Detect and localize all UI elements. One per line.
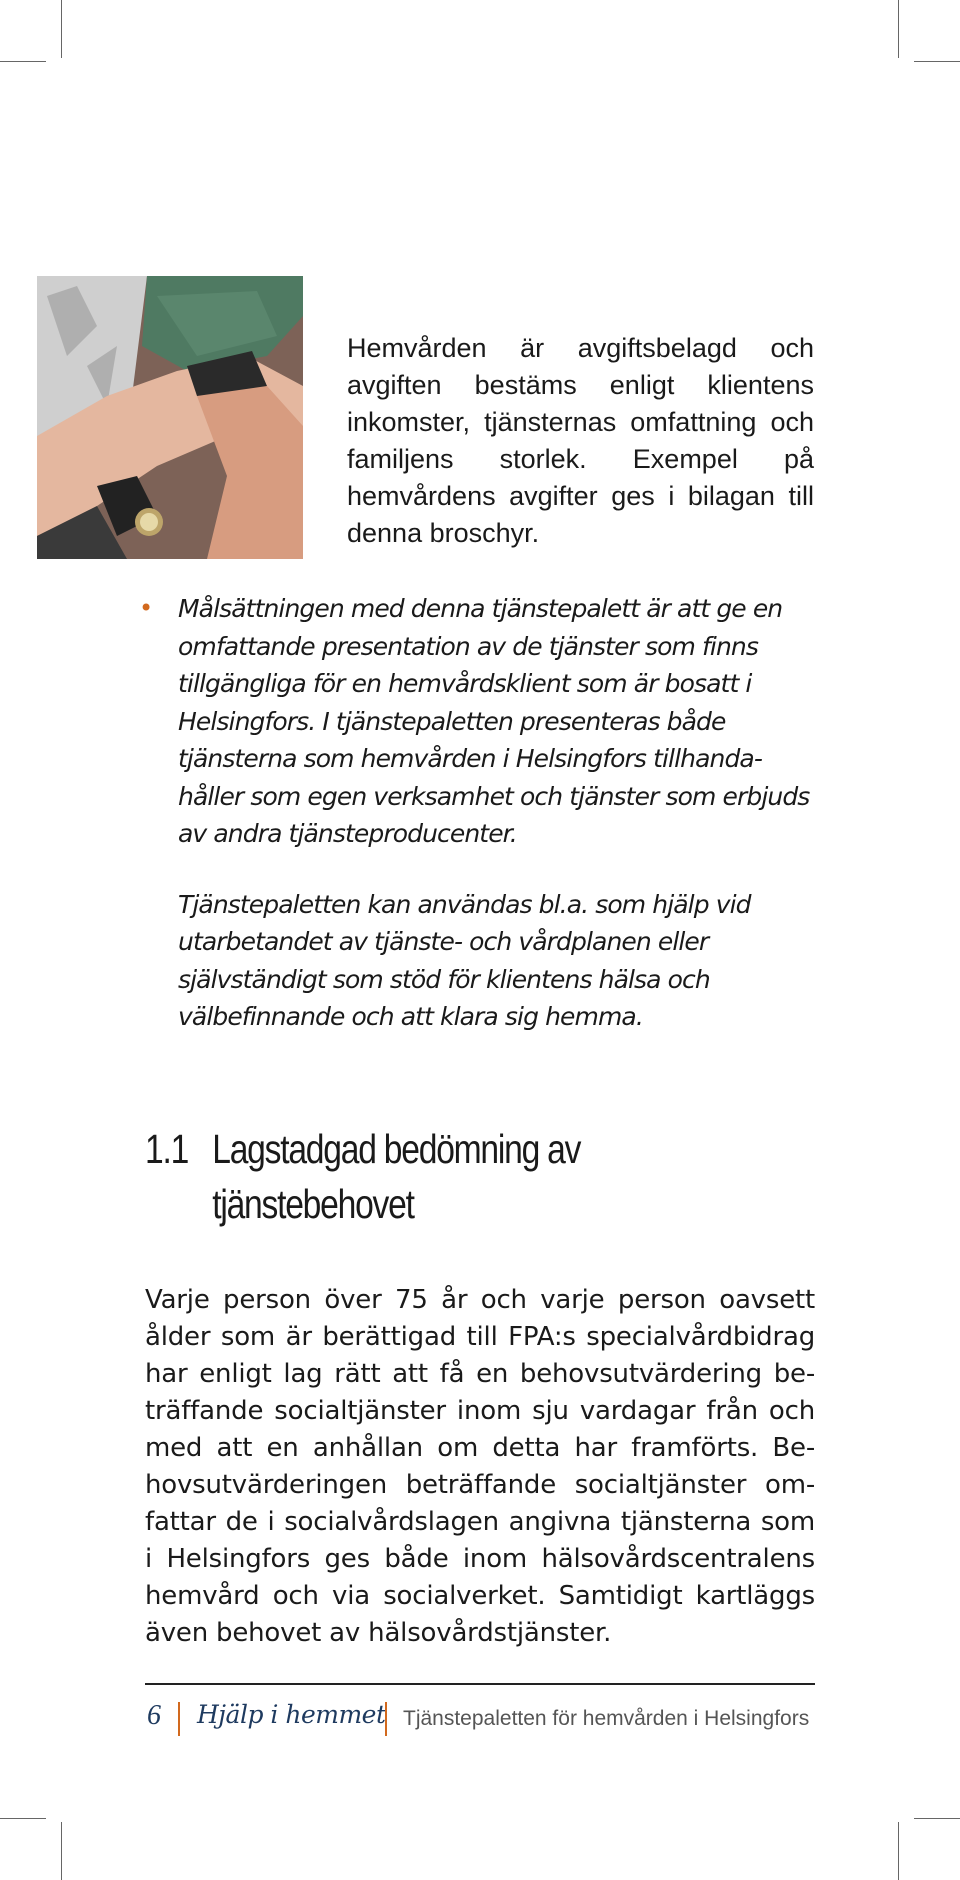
crop-mark <box>914 1818 960 1819</box>
publication-subtitle: Tjänstepaletten för hemvården i Helsingfors <box>403 1707 810 1730</box>
bullet-paragraph: Tjänstepaletten kan användas bl.a. som hjälp vid utarbetandet av tjänste- och vårdplanen eller självständigt som stöd för klientens hälsa och välbefinnande och att klara sig hemma. <box>178 889 751 1031</box>
crop-mark <box>0 61 46 62</box>
crop-mark <box>898 1822 899 1880</box>
crop-mark <box>0 1818 46 1819</box>
blood-pressure-photo <box>37 276 303 559</box>
crop-mark <box>898 0 899 58</box>
page-number: 6 <box>147 1700 161 1731</box>
bullet-icon: • <box>139 594 153 622</box>
bullet-list-item <box>139 590 825 1069</box>
footer-separator <box>178 1702 180 1736</box>
section-title: Lagstadgad bedömning av tjänstebehovet <box>212 1126 581 1227</box>
body-paragraph: Varje person över 75 år och varje person oavsett ålder som är berättigad till FPA:s specialvårdbidrag har enligt lag rätt att få en behovsutvärdering be-träffande socialtjänster inom sju vardagar från och med att en anhållan om detta har framförts. Be-hovsutvärderingen beträffande socialtjänster om-fattar de i socialvårdslagen angivna tjänsterna som i Helsingfors ges både inom hälsovårdscentralens hemvård och via socialverket. Samtidigt kartläggs även behovet av hälsovårdstjänster. <box>145 1285 815 1648</box>
brand-title: Hjälp i hemmet <box>197 1700 386 1729</box>
footer-divider <box>145 1683 815 1685</box>
crop-mark <box>61 1822 62 1880</box>
page-footer <box>145 1700 845 1740</box>
crop-mark <box>914 61 960 62</box>
bullet-paragraph: Målsättningen med denna tjänstepalett är att ge en omfattande presentation av de tjänster som finns tillgängliga för en hemvårdsklient som är bosatt i Helsingfors. I tjänstepaletten presenteras både tjänsterna som hemvården i Helsingfors tillhanda-håller som egen verksamhet och tjänster som erbjuds av andra tjänsteproducenter. <box>178 594 810 848</box>
crop-mark <box>61 0 62 58</box>
footer-separator <box>385 1702 387 1736</box>
intro-paragraph: Hemvården är avgiftsbelagd och avgiften bestäms enligt klientens inkomster, tjänsternas omfattning och familjens storlek. Exempel på hemvårdens avgifter ges i bilagan till denna broschyr. <box>347 333 814 548</box>
section-number: 1.1 <box>145 1126 189 1172</box>
